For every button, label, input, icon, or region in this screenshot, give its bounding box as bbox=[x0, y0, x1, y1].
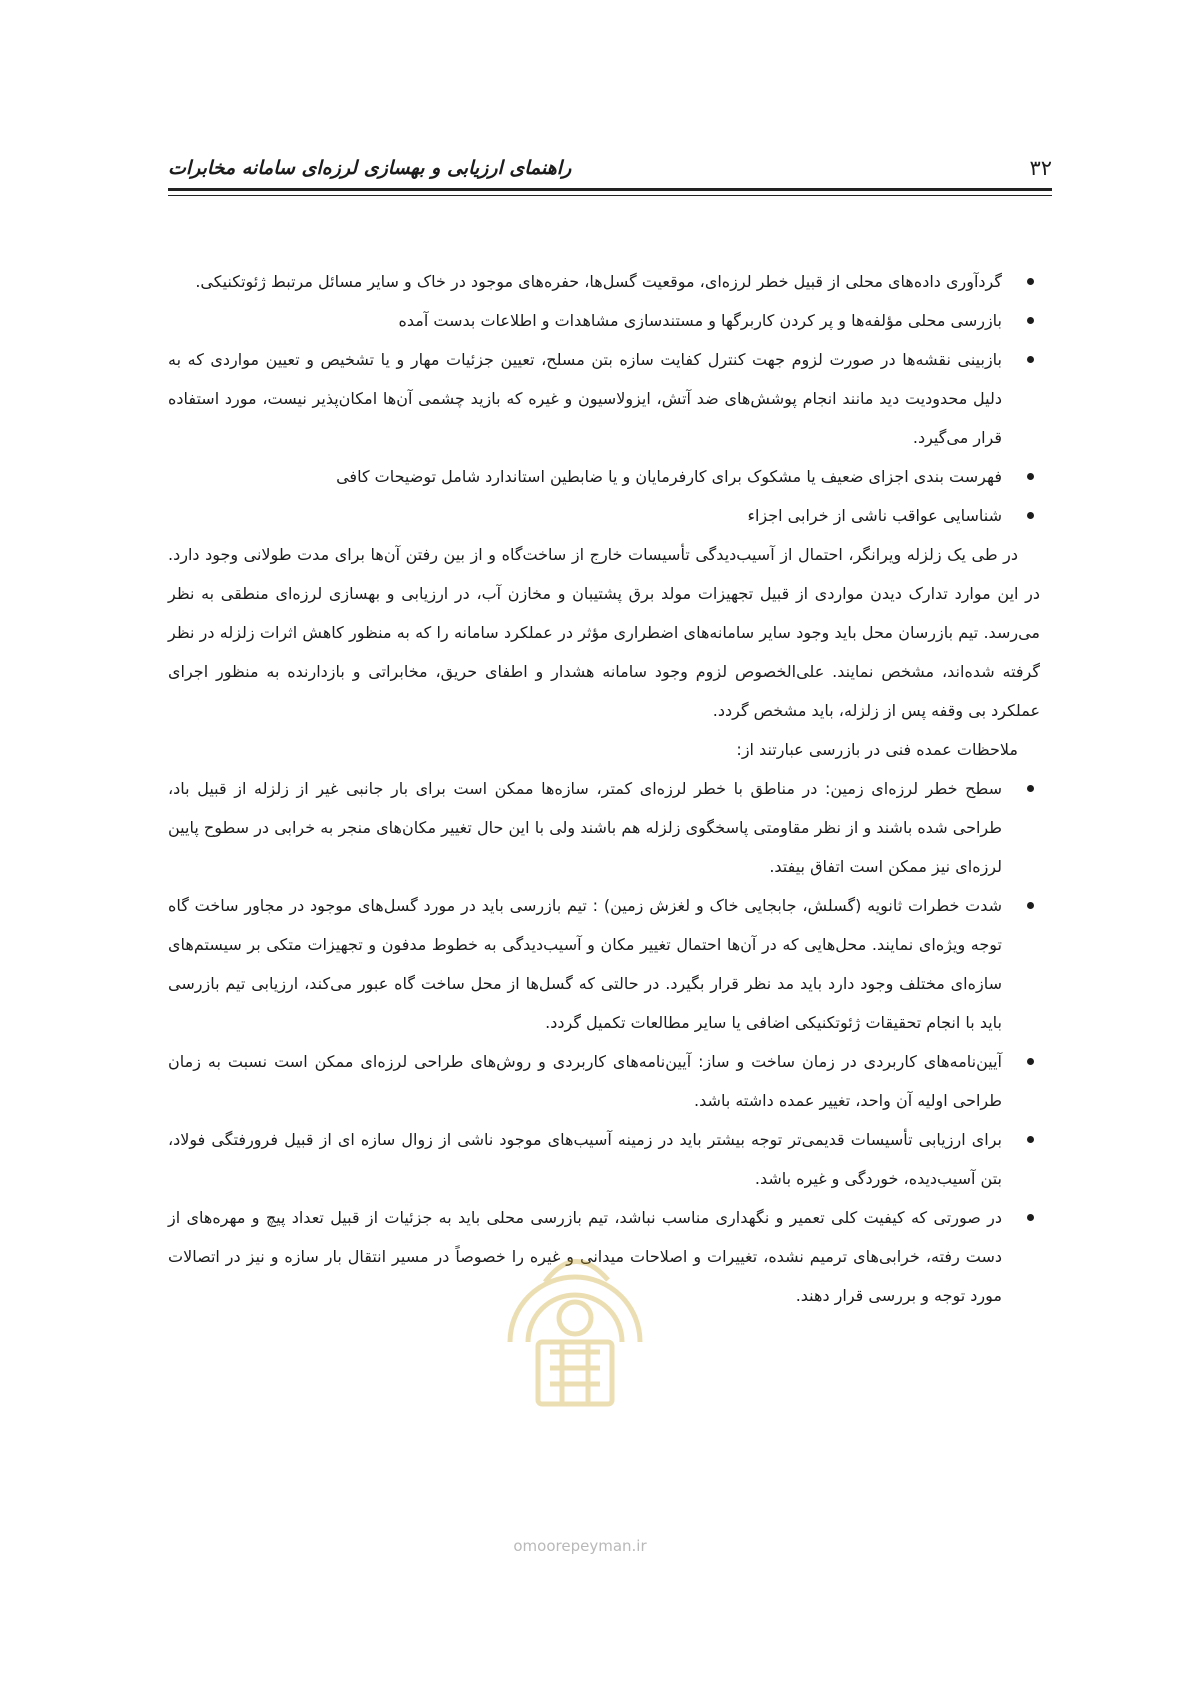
list-item-text: فهرست بندی اجزای ضعیف یا مشکوک برای کارفرمایان و یا ضابطین استاندارد شامل توضیحات کافی bbox=[336, 467, 1002, 486]
bullet-icon bbox=[1027, 902, 1034, 909]
list-item bbox=[168, 1120, 1040, 1198]
bullet-list-top bbox=[168, 262, 1040, 535]
header-rule-thick bbox=[168, 188, 1052, 191]
bullet-icon bbox=[1027, 356, 1034, 363]
list-item-text: شناسایی عواقب ناشی از خرابی اجزاء bbox=[747, 506, 1002, 525]
list-item-text: بازبینی نقشه‌ها در صورت لزوم جهت کنترل کفایت سازه بتن مسلح، تعیین جزئیات مهار و یا تشخیص و تعیین مواردی که به دلیل محدودیت دید مانند انجام پوشش‌های ضد آتش، ایزولاسیون و غیره که بازید چشمی آن‌ها امکان‌پذیر نیست، مورد استفاده قرار می‌گیرد. bbox=[168, 350, 1002, 447]
bullet-icon bbox=[1027, 278, 1034, 285]
list-item bbox=[168, 340, 1040, 457]
list-item bbox=[168, 496, 1040, 535]
list-item-text: سطح خطر لرزه‌ای زمین: در مناطق با خطر لرزه‌ای کمتر، سازه‌ها ممکن است برای بار جانبی غیر از زلزله از قبیل باد، طراحی شده باشند و از نظر مقاومتی پاسخگوی زلزله هم باشند ولی با این حال تغییر مکان‌های منجر به خرابی در سطوح پایین لرزه‌ای نیز ممکن است اتفاق بیفتد. bbox=[168, 779, 1002, 876]
list-item bbox=[168, 457, 1040, 496]
bullet-icon bbox=[1027, 473, 1034, 480]
body-paragraph: در طی یک زلزله ویرانگر، احتمال از آسیب‌دیدگی تأسیسات خارج از ساخت‌گاه و از بین رفتن آن‌ها برای مدت طولانی وجود دارد. در این موارد تدارک دیدن مواردی از قبیل تجهیزات مولد برق پشتیبان و مخازن آب، در ارزیابی و بهسازی لرزه‌ای منطقی به نظر می‌رسد. تیم بازرسان محل باید وجود سایر سامانه‌های اضطراری مؤثر در عملکرد سامانه را که به منظور کاهش اثرات زلزله در نظر گرفته شده‌اند، مشخص نمایند. علی‌الخصوص لزوم وجود سامانه هشدار و اطفای حریق، مخابراتی و بازدارنده به منظور اجرای عملکرد بی وقفه پس از زلزله، باید مشخص گردد. bbox=[168, 545, 1040, 720]
list-item-text: گردآوری داده‌های محلی از قبیل خطر لرزه‌ای، موقعیت گسل‌ها، حفره‌های موجود در خاک و سایر مسائل مرتبط ژئوتکنیکی. bbox=[195, 272, 1002, 291]
list-item-text: برای ارزیابی تأسیسات قدیمی‌تر توجه بیشتر باید در زمینه آسیب‌های موجود ناشی از زوال سازه ای از قبیل فرورفتگی فولاد، بتن آسیب‌دیده، خوردگی و غیره باشد. bbox=[168, 1130, 1002, 1188]
list-item bbox=[168, 301, 1040, 340]
list-item bbox=[168, 886, 1040, 1042]
bullet-icon bbox=[1027, 1214, 1034, 1221]
header-rule-thin bbox=[168, 195, 1052, 196]
bullet-list-bottom bbox=[168, 769, 1040, 1315]
running-title: راهنمای ارزیابی و بهسازی لرزه‌ای سامانه مخابرات bbox=[168, 157, 572, 179]
list-item-text: در صورتی که کیفیت کلی تعمیر و نگهداری مناسب نباشد، تیم بازرسی محلی باید به جزئیات از قبیل تعداد پیچ و مهره‌های از دست رفته، خرابی‌های ترمیم نشده، تغییرات و اصلاحات میدانی و غیره را خصوصاً در مسیر انتقال بار سازه و نیز در اتصالات مورد توجه و بررسی قرار دهند. bbox=[168, 1208, 1002, 1305]
list-item-text: شدت خطرات ثانویه (گسلش، جابجایی خاک و لغزش زمین) : تیم بازرسی باید در مورد گسل‌های موجود در مجاور ساخت گاه توجه ویژه‌ای نمایند. محل‌هایی که در آن‌ها احتمال تغییر مکان و آسیب‌دیدگی به خطوط مدفون و تجهیزات متکی بر سیستم‌های سازه‌ای مختلف وجود دارد باید مد نظر قرار بگیرد. در حالتی که گسل‌ها از محل ساخت گاه عبور می‌کند، ارزیابی تیم بازرسی باید با انجام تحقیقات ژئوتکنیکی اضافی یا سایر مطالعات تکمیل گردد. bbox=[168, 896, 1002, 1032]
list-item-text: آیین‌نامه‌های کاربردی در زمان ساخت و ساز: آیین‌نامه‌های کاربردی و روش‌های طراحی لرزه‌ای ممکن است نسبت به زمان طراحی اولیه آن واحد، تغییر عمده داشته باشد. bbox=[168, 1052, 1002, 1110]
list-item bbox=[168, 1042, 1040, 1120]
watermark-site-text: omoorepeyman.ir bbox=[513, 1537, 647, 1555]
bullet-icon bbox=[1027, 1136, 1034, 1143]
bullet-icon bbox=[1027, 512, 1034, 519]
list-item bbox=[168, 1198, 1040, 1315]
lead-in-text: ملاحظات عمده فنی در بازرسی عبارتند از: bbox=[736, 740, 1018, 759]
list-item bbox=[168, 769, 1040, 886]
page-header bbox=[168, 146, 1052, 190]
list-item-text: بازرسی محلی مؤلفه‌ها و پر کردن کاربرگها و مستندسازی مشاهدات و اطلاعات بدست آمده bbox=[398, 311, 1002, 330]
list-item bbox=[168, 262, 1040, 301]
bullet-icon bbox=[1027, 317, 1034, 324]
page-body bbox=[168, 262, 1040, 1315]
bullet-icon bbox=[1027, 785, 1034, 792]
bullet-icon bbox=[1027, 1058, 1034, 1065]
page-number: ۳۲ bbox=[1029, 156, 1052, 180]
